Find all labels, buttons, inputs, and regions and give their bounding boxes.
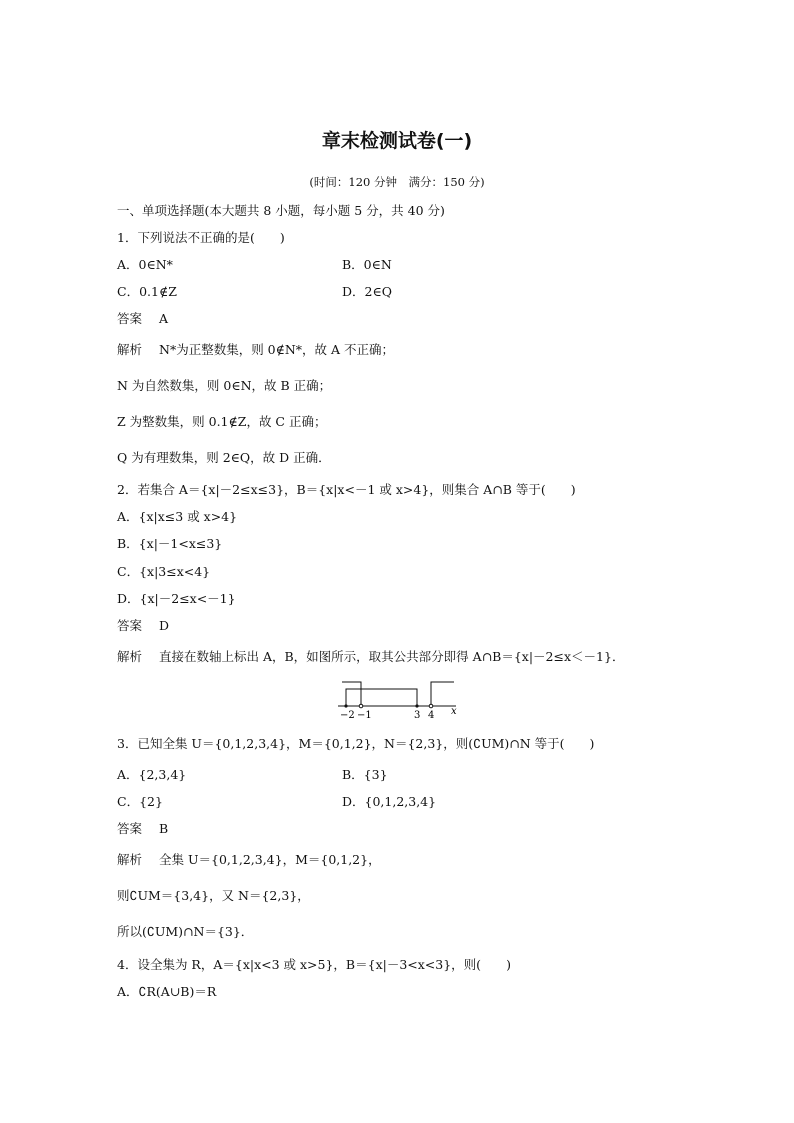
answer-value: B xyxy=(159,821,169,836)
analysis-text: 直接在数轴上标出 A，B，如图所示，取其公共部分即得 A∩B＝{x|－2≤x＜－1}． xyxy=(159,649,625,664)
q1-analysis-1 xyxy=(117,342,394,358)
tick-label-neg2: −2 xyxy=(340,710,355,720)
analysis-label: 解析 xyxy=(117,342,143,357)
set-b-left-ray xyxy=(342,682,361,706)
page-title: 章末检测试卷(一) xyxy=(321,130,473,152)
q3-stem: 3．已知全集 U＝{0,1,2,3,4}，M＝{0,1,2}，N＝{2,3}，则(∁UM)∩N 等于( ) xyxy=(117,736,595,751)
exam-info: (时间：120 分钟 满分：150 分) xyxy=(309,175,485,189)
q2-answer xyxy=(117,618,169,634)
q3-option-c: C．{2} xyxy=(117,794,163,809)
analysis-label: 解析 xyxy=(117,649,143,664)
answer-label: 答案 xyxy=(117,821,143,836)
q1-option-c: C．0.1∉Z xyxy=(117,284,177,299)
q1-option-a: A．0∈N* xyxy=(117,257,173,272)
q3-analysis-2: 则∁UM＝{3,4}，又 N＝{2,3}， xyxy=(117,888,310,903)
number-line-diagram xyxy=(334,678,464,720)
point-neg2 xyxy=(344,704,347,707)
q1-analysis-3: Z 为整数集，则 0.1∉Z，故 C 正确； xyxy=(117,414,327,429)
q4-stem: 4．设全集为 R，A＝{x|x<3 或 x>5}，B＝{x|－3<x<3}，则( ) xyxy=(117,957,511,972)
q3-option-d: D．{0,1,2,3,4} xyxy=(342,794,437,809)
q4-option-a: A．∁R(A∪B)＝R xyxy=(117,984,217,999)
q1-analysis-2: N 为自然数集，则 0∈N，故 B 正确； xyxy=(117,378,332,393)
q1-answer xyxy=(117,311,168,327)
section-heading: 一、单项选择题(本大题共 8 小题，每小题 5 分，共 40 分) xyxy=(117,203,445,218)
axis-label-x: x xyxy=(451,706,457,717)
point-4 xyxy=(429,704,433,708)
q3-analysis-1 xyxy=(117,852,381,868)
q2-option-d: D．{x|－2≤x<－1} xyxy=(117,591,236,606)
point-neg1 xyxy=(359,704,363,708)
q2-analysis-1 xyxy=(117,649,624,665)
q2-stem: 2．若集合 A＝{x|－2≤x≤3}，B＝{x|x<－1 或 x>4}，则集合 A∩B 等于( ) xyxy=(117,482,576,497)
q1-stem: 1．下列说法不正确的是( ) xyxy=(117,230,285,245)
analysis-text: 全集 U＝{0,1,2,3,4}，M＝{0,1,2}， xyxy=(159,852,381,867)
q2-option-a: A．{x|x≤3 或 x>4} xyxy=(117,509,238,524)
answer-value: A xyxy=(159,311,169,326)
q1-analysis-4: Q 为有理数集，则 2∈Q，故 D 正确． xyxy=(117,450,331,465)
answer-label: 答案 xyxy=(117,311,143,326)
q3-answer xyxy=(117,821,168,837)
tick-label-3: 3 xyxy=(414,710,421,720)
q3-analysis-3: 所以(∁UM)∩N＝{3}． xyxy=(117,924,254,939)
q3-option-a: A．{2,3,4} xyxy=(117,767,187,782)
answer-label: 答案 xyxy=(117,618,143,633)
q2-option-b: B．{x|－1<x≤3} xyxy=(117,536,223,551)
q1-option-b: B．0∈N xyxy=(342,257,392,272)
q3-option-b: B．{3} xyxy=(342,767,388,782)
analysis-label: 解析 xyxy=(117,852,143,867)
set-b-right-ray xyxy=(431,682,454,706)
point-3 xyxy=(415,704,418,707)
analysis-text: N*为正整数集，则 0∉N*，故 A 不正确； xyxy=(159,342,395,357)
q1-option-d: D．2∈Q xyxy=(342,284,392,299)
set-a-interval xyxy=(346,689,417,706)
answer-value: D xyxy=(159,618,170,633)
tick-label-neg1: −1 xyxy=(357,710,372,720)
q2-option-c: C．{x|3≤x<4} xyxy=(117,564,211,579)
tick-label-4: 4 xyxy=(428,710,435,720)
